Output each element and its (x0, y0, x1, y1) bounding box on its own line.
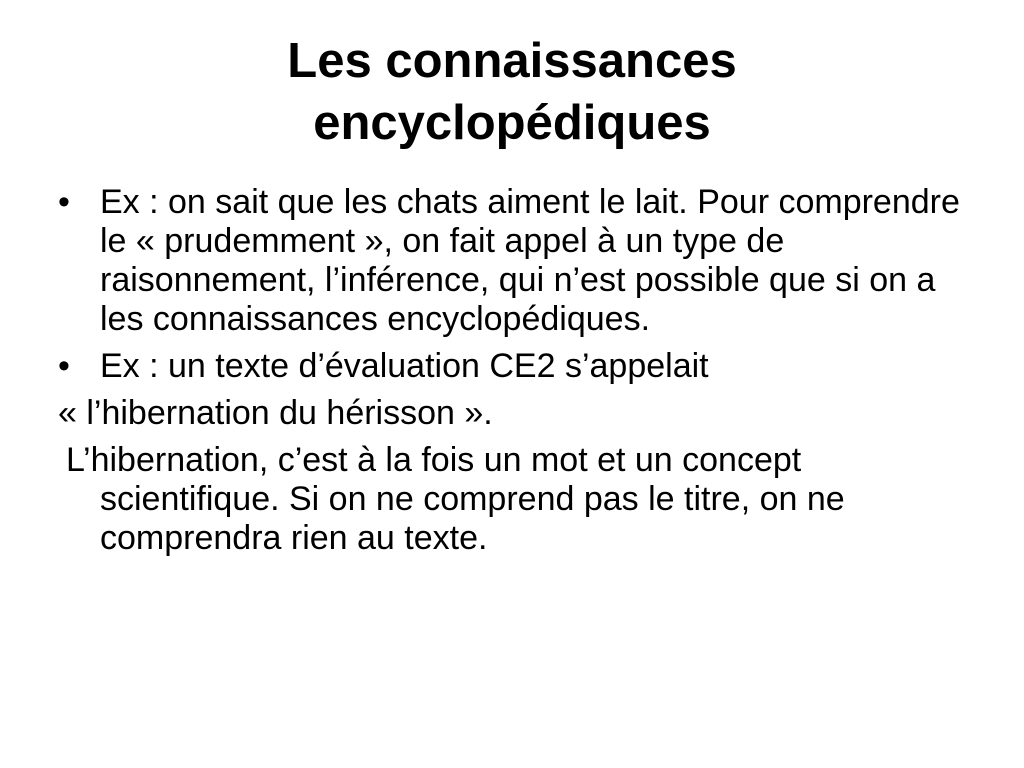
bullet-marker: • (58, 347, 70, 385)
bullet-marker: • (58, 183, 70, 221)
body-paragraph-title-quote: « l’hibernation du hérisson ». (58, 394, 493, 432)
slide-title-line-1: Les connaissances (287, 34, 737, 88)
slide-title-line-2: encyclopédiques (313, 96, 711, 150)
bullet-item-1 (58, 183, 978, 339)
bullet-item-1-text: Ex : on sait que les chats aiment le lait. Pour comprendre le « prudemment », on fait appel à un type de raisonnement, l’inférence, qui n’est possible que si on a les connaissances encyclopédiques. (100, 183, 960, 338)
slide-body (58, 183, 978, 558)
bullet-item-2 (58, 347, 978, 386)
bullet-item-2-text: Ex : un texte d’évaluation CE2 s’appelait (100, 347, 709, 385)
body-paragraph-explanation: L’hibernation, c’est à la fois un mot et un concept scientifique. Si on ne comprend pas le titre, on ne comprendra rien au texte. (66, 441, 845, 557)
slide-title (100, 30, 924, 154)
